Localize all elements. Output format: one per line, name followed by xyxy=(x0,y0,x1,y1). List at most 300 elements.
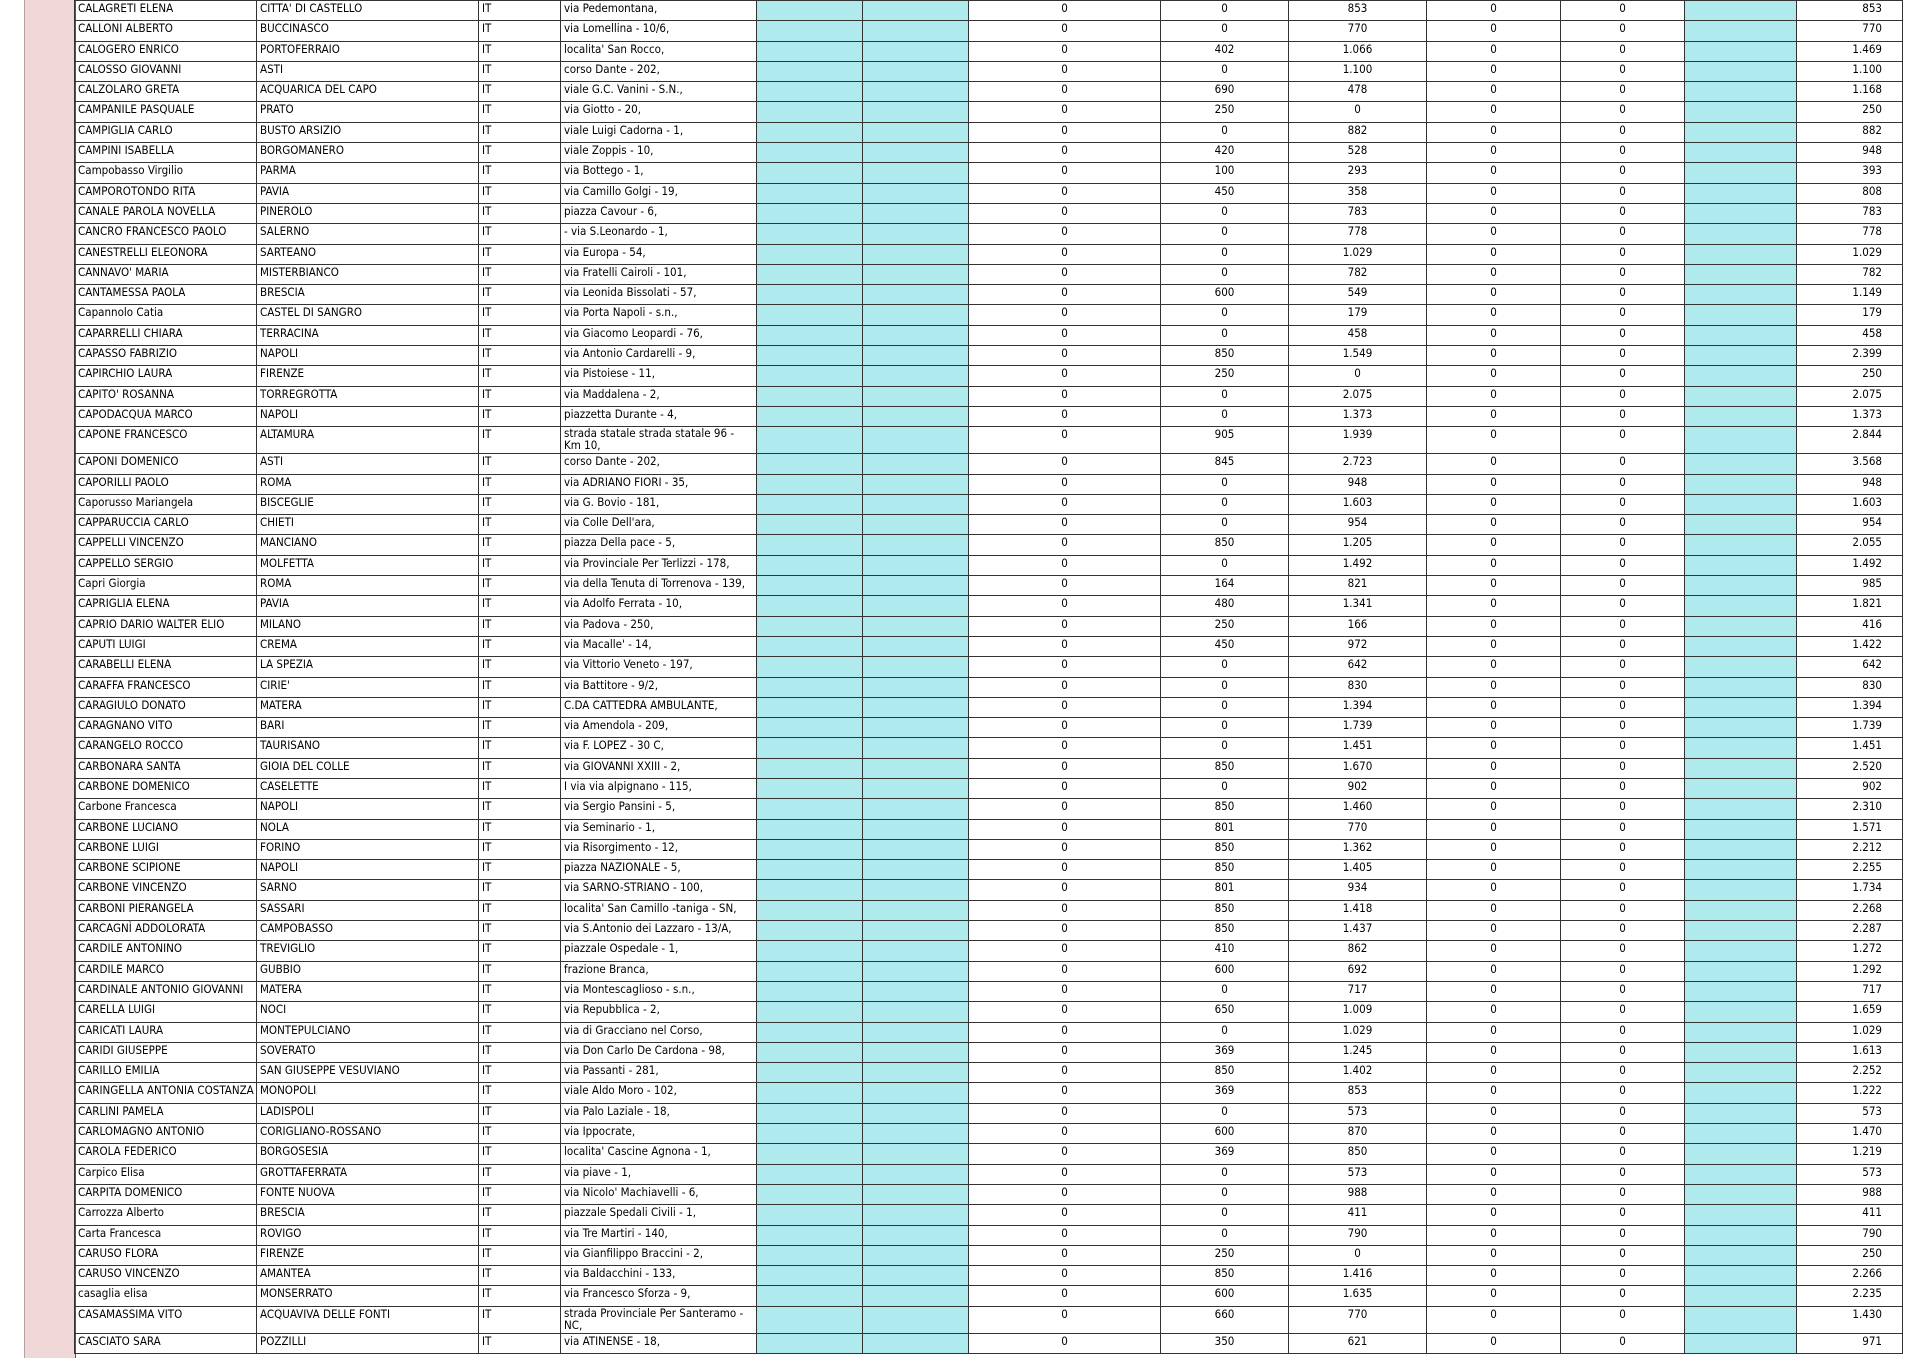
table-row xyxy=(75,576,1903,596)
city-cell: ROMA xyxy=(257,474,479,494)
address-cell: C.DA CATTEDRA AMBULANTE, xyxy=(561,697,757,717)
table-row xyxy=(75,1103,1903,1123)
name-cell: CAPIRCHIO LAURA xyxy=(75,366,257,386)
value-cell: 528 xyxy=(1289,143,1427,163)
highlight-cell xyxy=(863,1164,969,1184)
value-cell: 0 xyxy=(1427,1164,1561,1184)
name-cell: CALOSSO GIOVANNI xyxy=(75,61,257,81)
highlight-cell xyxy=(1685,163,1797,183)
address-cell: strada statale strada statale 96 - Km 10, xyxy=(561,427,757,454)
highlight-cell xyxy=(1685,515,1797,535)
name-cell: CANNAVO' MARIA xyxy=(75,264,257,284)
value-cell: 350 xyxy=(1161,1333,1289,1353)
highlight-cell xyxy=(863,880,969,900)
value-cell: 850 xyxy=(1161,860,1289,880)
total-cell: 1.149 xyxy=(1797,285,1903,305)
table-row xyxy=(75,1,1903,21)
value-cell: 0 xyxy=(1161,515,1289,535)
value-cell: 0 xyxy=(1561,657,1685,677)
city-cell: SARNO xyxy=(257,880,479,900)
country-cell: IT xyxy=(479,183,561,203)
highlight-cell xyxy=(863,305,969,325)
value-cell: 0 xyxy=(1427,102,1561,122)
total-cell: 179 xyxy=(1797,305,1903,325)
address-cell: via Sergio Pansini - 5, xyxy=(561,799,757,819)
highlight-cell xyxy=(757,1042,863,1062)
highlight-cell xyxy=(1685,183,1797,203)
city-cell: MONTEPULCIANO xyxy=(257,1022,479,1042)
value-cell: 1.029 xyxy=(1289,244,1427,264)
value-cell: 0 xyxy=(1561,325,1685,345)
highlight-cell xyxy=(863,224,969,244)
address-cell: via Francesco Sforza - 9, xyxy=(561,1286,757,1306)
country-cell: IT xyxy=(479,1063,561,1083)
name-cell: CAPRIO DARIO WALTER ELIO xyxy=(75,616,257,636)
highlight-cell xyxy=(1685,535,1797,555)
total-cell: 1.422 xyxy=(1797,636,1903,656)
highlight-cell xyxy=(757,244,863,264)
value-cell: 0 xyxy=(1561,305,1685,325)
value-cell: 778 xyxy=(1289,224,1427,244)
highlight-cell xyxy=(863,1042,969,1062)
highlight-cell xyxy=(1685,1144,1797,1164)
highlight-cell xyxy=(863,325,969,345)
value-cell: 850 xyxy=(1161,346,1289,366)
name-cell: CAPONI DOMENICO xyxy=(75,454,257,474)
highlight-cell xyxy=(1685,224,1797,244)
highlight-cell xyxy=(757,1225,863,1245)
name-cell: CARIDI GIUSEPPE xyxy=(75,1042,257,1062)
value-cell: 1.549 xyxy=(1289,346,1427,366)
name-cell: CAPODACQUA MARCO xyxy=(75,406,257,426)
country-cell: IT xyxy=(479,1,561,21)
country-cell: IT xyxy=(479,1103,561,1123)
city-cell: CORIGLIANO-ROSSANO xyxy=(257,1124,479,1144)
address-cell: via Macalle' - 14, xyxy=(561,636,757,656)
value-cell: 821 xyxy=(1289,576,1427,596)
city-cell: ROMA xyxy=(257,576,479,596)
address-cell: via Fratelli Cairoli - 101, xyxy=(561,264,757,284)
highlight-cell xyxy=(757,82,863,102)
country-cell: IT xyxy=(479,224,561,244)
city-cell: BORGOSESIA xyxy=(257,1144,479,1164)
country-cell: IT xyxy=(479,1184,561,1204)
total-cell: 642 xyxy=(1797,657,1903,677)
value-cell: 0 xyxy=(1427,1205,1561,1225)
city-cell: ALTAMURA xyxy=(257,427,479,454)
value-cell: 369 xyxy=(1161,1144,1289,1164)
value-cell: 0 xyxy=(1161,386,1289,406)
address-cell: via Padova - 250, xyxy=(561,616,757,636)
country-cell: IT xyxy=(479,122,561,142)
address-cell: via ADRIANO FIORI - 35, xyxy=(561,474,757,494)
highlight-cell xyxy=(757,1022,863,1042)
total-cell: 1.272 xyxy=(1797,941,1903,961)
table-row xyxy=(75,799,1903,819)
value-cell: 0 xyxy=(1427,1333,1561,1353)
total-cell: 3.568 xyxy=(1797,454,1903,474)
table-row xyxy=(75,1022,1903,1042)
highlight-cell xyxy=(1685,799,1797,819)
value-cell: 650 xyxy=(1161,1002,1289,1022)
highlight-cell xyxy=(863,474,969,494)
highlight-cell xyxy=(757,819,863,839)
highlight-cell xyxy=(757,900,863,920)
name-cell: CARBONE LUCIANO xyxy=(75,819,257,839)
country-cell: IT xyxy=(479,636,561,656)
value-cell: 0 xyxy=(1561,454,1685,474)
value-cell: 0 xyxy=(969,82,1161,102)
country-cell: IT xyxy=(479,900,561,920)
value-cell: 0 xyxy=(969,1103,1161,1123)
value-cell: 0 xyxy=(1427,1063,1561,1083)
highlight-cell xyxy=(757,305,863,325)
value-cell: 1.939 xyxy=(1289,427,1427,454)
country-cell: IT xyxy=(479,1022,561,1042)
address-cell: via Camillo Golgi - 19, xyxy=(561,183,757,203)
name-cell: CARICATI LAURA xyxy=(75,1022,257,1042)
table-row xyxy=(75,1002,1903,1022)
country-cell: IT xyxy=(479,1124,561,1144)
highlight-cell xyxy=(757,224,863,244)
value-cell: 0 xyxy=(1561,143,1685,163)
value-cell: 692 xyxy=(1289,961,1427,981)
value-cell: 1.341 xyxy=(1289,596,1427,616)
address-cell: piazza Della pace - 5, xyxy=(561,535,757,555)
city-cell: ROVIGO xyxy=(257,1225,479,1245)
total-cell: 853 xyxy=(1797,1,1903,21)
value-cell: 0 xyxy=(1289,366,1427,386)
highlight-cell xyxy=(863,1124,969,1144)
country-cell: IT xyxy=(479,1306,561,1333)
name-cell: CALZOLARO GRETA xyxy=(75,82,257,102)
country-cell: IT xyxy=(479,1164,561,1184)
table-row xyxy=(75,1164,1903,1184)
value-cell: 166 xyxy=(1289,616,1427,636)
value-cell: 0 xyxy=(1427,386,1561,406)
address-cell: via della Tenuta di Torrenova - 139, xyxy=(561,576,757,596)
name-cell: CARELLA LUIGI xyxy=(75,1002,257,1022)
value-cell: 0 xyxy=(1161,325,1289,345)
table-row xyxy=(75,515,1903,535)
country-cell: IT xyxy=(479,860,561,880)
name-cell: CARBONE DOMENICO xyxy=(75,778,257,798)
name-cell: CARDILE ANTONINO xyxy=(75,941,257,961)
value-cell: 573 xyxy=(1289,1103,1427,1123)
name-cell: CARAGNANO VITO xyxy=(75,718,257,738)
highlight-cell xyxy=(1685,346,1797,366)
highlight-cell xyxy=(757,1103,863,1123)
city-cell: MONSERRATO xyxy=(257,1286,479,1306)
city-cell: BUCCINASCO xyxy=(257,21,479,41)
highlight-cell xyxy=(1685,1083,1797,1103)
highlight-cell xyxy=(757,474,863,494)
total-cell: 1.603 xyxy=(1797,494,1903,514)
value-cell: 0 xyxy=(969,1124,1161,1144)
value-cell: 0 xyxy=(1561,1,1685,21)
highlight-cell xyxy=(757,1184,863,1204)
value-cell: 450 xyxy=(1161,183,1289,203)
country-cell: IT xyxy=(479,1266,561,1286)
value-cell: 850 xyxy=(1161,900,1289,920)
value-cell: 0 xyxy=(969,406,1161,426)
city-cell: BISCEGLIE xyxy=(257,494,479,514)
value-cell: 0 xyxy=(1561,1205,1685,1225)
total-cell: 2.266 xyxy=(1797,1266,1903,1286)
value-cell: 0 xyxy=(1561,535,1685,555)
value-cell: 0 xyxy=(1561,576,1685,596)
total-cell: 783 xyxy=(1797,203,1903,223)
value-cell: 0 xyxy=(1561,981,1685,1001)
value-cell: 0 xyxy=(1561,203,1685,223)
value-cell: 0 xyxy=(969,738,1161,758)
address-cell: viale G.C. Vanini - S.N., xyxy=(561,82,757,102)
value-cell: 0 xyxy=(1561,596,1685,616)
highlight-cell xyxy=(863,636,969,656)
highlight-cell xyxy=(757,102,863,122)
value-cell: 250 xyxy=(1161,366,1289,386)
highlight-cell xyxy=(1685,366,1797,386)
city-cell: GUBBIO xyxy=(257,961,479,981)
value-cell: 0 xyxy=(1427,657,1561,677)
value-cell: 0 xyxy=(1161,677,1289,697)
value-cell: 0 xyxy=(1427,122,1561,142)
value-cell: 0 xyxy=(1427,697,1561,717)
value-cell: 0 xyxy=(969,657,1161,677)
value-cell: 0 xyxy=(969,21,1161,41)
table-row xyxy=(75,1083,1903,1103)
table-row xyxy=(75,1144,1903,1164)
highlight-cell xyxy=(863,1,969,21)
table-row xyxy=(75,454,1903,474)
value-cell: 0 xyxy=(969,961,1161,981)
table-row xyxy=(75,163,1903,183)
highlight-cell xyxy=(863,346,969,366)
name-cell: CAPUTI LUIGI xyxy=(75,636,257,656)
address-cell: via Passanti - 281, xyxy=(561,1063,757,1083)
country-cell: IT xyxy=(479,1333,561,1353)
value-cell: 0 xyxy=(969,941,1161,961)
table-row xyxy=(75,961,1903,981)
value-cell: 850 xyxy=(1161,921,1289,941)
highlight-cell xyxy=(757,535,863,555)
value-cell: 783 xyxy=(1289,203,1427,223)
highlight-cell xyxy=(757,961,863,981)
value-cell: 0 xyxy=(1561,839,1685,859)
value-cell: 600 xyxy=(1161,285,1289,305)
city-cell: SASSARI xyxy=(257,900,479,920)
value-cell: 1.670 xyxy=(1289,758,1427,778)
highlight-cell xyxy=(1685,1042,1797,1062)
city-cell: TAURISANO xyxy=(257,738,479,758)
country-cell: IT xyxy=(479,366,561,386)
table-row xyxy=(75,1286,1903,1306)
highlight-cell xyxy=(1685,738,1797,758)
highlight-cell xyxy=(1685,21,1797,41)
value-cell: 0 xyxy=(1561,1225,1685,1245)
value-cell: 0 xyxy=(1561,41,1685,61)
value-cell: 549 xyxy=(1289,285,1427,305)
value-cell: 0 xyxy=(1561,21,1685,41)
highlight-cell xyxy=(1685,325,1797,345)
country-cell: IT xyxy=(479,61,561,81)
value-cell: 0 xyxy=(1561,616,1685,636)
total-cell: 1.659 xyxy=(1797,1002,1903,1022)
highlight-cell xyxy=(1685,494,1797,514)
highlight-cell xyxy=(757,880,863,900)
total-cell: 1.292 xyxy=(1797,961,1903,981)
address-cell: via Antonio Cardarelli - 9, xyxy=(561,346,757,366)
address-cell: via SARNO-STRIANO - 100, xyxy=(561,880,757,900)
value-cell: 0 xyxy=(969,183,1161,203)
highlight-cell xyxy=(1685,778,1797,798)
name-cell: CAROLA FEDERICO xyxy=(75,1144,257,1164)
value-cell: 0 xyxy=(1427,427,1561,454)
highlight-cell xyxy=(863,555,969,575)
highlight-cell xyxy=(1685,406,1797,426)
city-cell: MANCIANO xyxy=(257,535,479,555)
value-cell: 0 xyxy=(1427,677,1561,697)
value-cell: 0 xyxy=(969,921,1161,941)
table-row xyxy=(75,102,1903,122)
value-cell: 1.451 xyxy=(1289,738,1427,758)
value-cell: 0 xyxy=(1561,1083,1685,1103)
name-cell: CANESTRELLI ELEONORA xyxy=(75,244,257,264)
value-cell: 0 xyxy=(1561,1245,1685,1265)
country-cell: IT xyxy=(479,386,561,406)
value-cell: 179 xyxy=(1289,305,1427,325)
value-cell: 0 xyxy=(1427,1266,1561,1286)
highlight-cell xyxy=(863,61,969,81)
total-cell: 1.451 xyxy=(1797,738,1903,758)
highlight-cell xyxy=(863,860,969,880)
total-cell: 1.029 xyxy=(1797,1022,1903,1042)
value-cell: 0 xyxy=(969,515,1161,535)
highlight-cell xyxy=(863,961,969,981)
value-cell: 0 xyxy=(1427,921,1561,941)
highlight-cell xyxy=(863,285,969,305)
value-cell: 0 xyxy=(969,758,1161,778)
highlight-cell xyxy=(1685,1164,1797,1184)
value-cell: 1.245 xyxy=(1289,1042,1427,1062)
name-cell: CALLONI ALBERTO xyxy=(75,21,257,41)
highlight-cell xyxy=(1685,636,1797,656)
highlight-cell xyxy=(1685,819,1797,839)
highlight-cell xyxy=(757,1063,863,1083)
value-cell: 1.437 xyxy=(1289,921,1427,941)
value-cell: 0 xyxy=(1561,224,1685,244)
address-cell: via Seminario - 1, xyxy=(561,819,757,839)
highlight-cell xyxy=(757,981,863,1001)
highlight-cell xyxy=(757,799,863,819)
address-cell: via Ippocrate, xyxy=(561,1124,757,1144)
highlight-cell xyxy=(863,406,969,426)
table-row xyxy=(75,406,1903,426)
city-cell: SAN GIUSEPPE VESUVIANO xyxy=(257,1063,479,1083)
value-cell: 0 xyxy=(1561,819,1685,839)
value-cell: 0 xyxy=(969,636,1161,656)
highlight-cell xyxy=(863,839,969,859)
value-cell: 450 xyxy=(1161,636,1289,656)
city-cell: CHIETI xyxy=(257,515,479,535)
total-cell: 971 xyxy=(1797,1333,1903,1353)
highlight-cell xyxy=(757,1002,863,1022)
name-cell: CALAGRETI ELENA xyxy=(75,1,257,21)
highlight-cell xyxy=(863,163,969,183)
city-cell: FIRENZE xyxy=(257,366,479,386)
value-cell: 782 xyxy=(1289,264,1427,284)
value-cell: 0 xyxy=(1161,305,1289,325)
name-cell: CARDILE MARCO xyxy=(75,961,257,981)
value-cell: 0 xyxy=(1427,285,1561,305)
total-cell: 2.212 xyxy=(1797,839,1903,859)
name-cell: CARBONE VINCENZO xyxy=(75,880,257,900)
city-cell: MATERA xyxy=(257,697,479,717)
highlight-cell xyxy=(757,494,863,514)
value-cell: 0 xyxy=(1561,406,1685,426)
table-row xyxy=(75,224,1903,244)
country-cell: IT xyxy=(479,285,561,305)
value-cell: 0 xyxy=(1427,819,1561,839)
country-cell: IT xyxy=(479,102,561,122)
highlight-cell xyxy=(1685,677,1797,697)
table-row xyxy=(75,346,1903,366)
value-cell: 0 xyxy=(1561,122,1685,142)
value-cell: 0 xyxy=(969,596,1161,616)
total-cell: 1.029 xyxy=(1797,244,1903,264)
table-row xyxy=(75,366,1903,386)
highlight-cell xyxy=(1685,1063,1797,1083)
highlight-cell xyxy=(757,677,863,697)
country-cell: IT xyxy=(479,677,561,697)
total-cell: 770 xyxy=(1797,21,1903,41)
address-cell: via Europa - 54, xyxy=(561,244,757,264)
highlight-cell xyxy=(863,799,969,819)
total-cell: 1.430 xyxy=(1797,1306,1903,1333)
value-cell: 0 xyxy=(969,474,1161,494)
table-row xyxy=(75,657,1903,677)
total-cell: 1.222 xyxy=(1797,1083,1903,1103)
highlight-cell xyxy=(863,616,969,636)
city-cell: FONTE NUOVA xyxy=(257,1184,479,1204)
value-cell: 0 xyxy=(1427,778,1561,798)
highlight-cell xyxy=(1685,718,1797,738)
total-cell: 948 xyxy=(1797,474,1903,494)
country-cell: IT xyxy=(479,82,561,102)
highlight-cell xyxy=(757,61,863,81)
highlight-cell xyxy=(863,900,969,920)
city-cell: MOLFETTA xyxy=(257,555,479,575)
value-cell: 0 xyxy=(1561,474,1685,494)
highlight-cell xyxy=(1685,1103,1797,1123)
value-cell: 0 xyxy=(1427,941,1561,961)
value-cell: 853 xyxy=(1289,1083,1427,1103)
address-cell: via Colle Dell'ara, xyxy=(561,515,757,535)
country-cell: IT xyxy=(479,454,561,474)
address-cell: via Battitore - 9/2, xyxy=(561,677,757,697)
value-cell: 0 xyxy=(1427,1245,1561,1265)
name-cell: CANALE PAROLA NOVELLA xyxy=(75,203,257,223)
highlight-cell xyxy=(757,203,863,223)
value-cell: 801 xyxy=(1161,819,1289,839)
highlight-cell xyxy=(757,1,863,21)
name-cell: CAPPARUCCIA CARLO xyxy=(75,515,257,535)
name-cell: CARILLO EMILIA xyxy=(75,1063,257,1083)
value-cell: 850 xyxy=(1161,1266,1289,1286)
total-cell: 250 xyxy=(1797,1245,1903,1265)
value-cell: 902 xyxy=(1289,778,1427,798)
city-cell: GROTTAFERRATA xyxy=(257,1164,479,1184)
